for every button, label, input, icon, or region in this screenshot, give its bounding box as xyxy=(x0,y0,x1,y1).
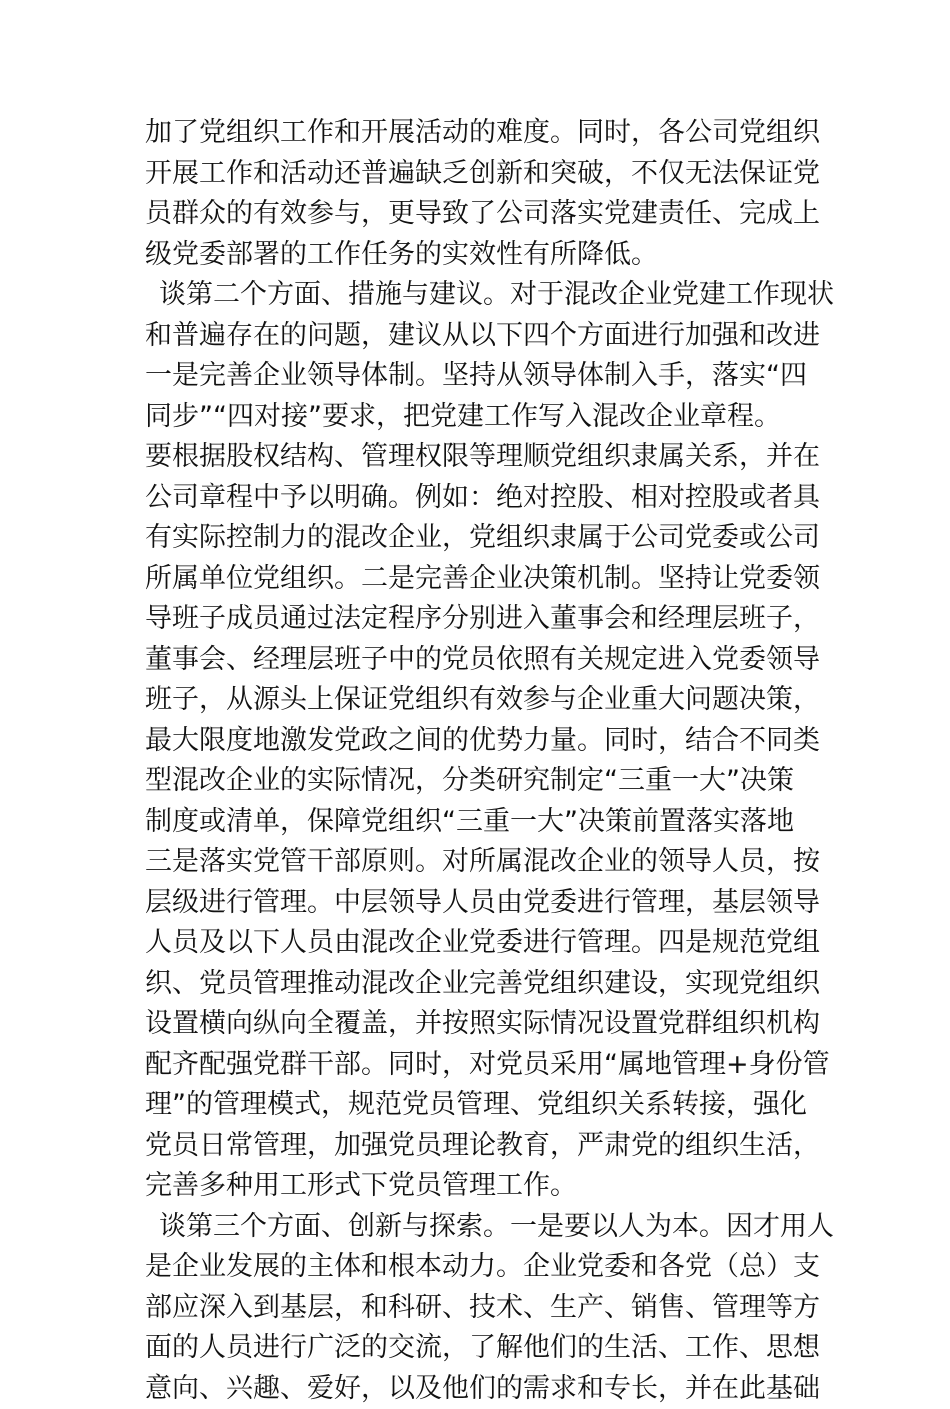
text-line: 三是落实党管干部原则。对所属混改企业的领导人员，按 xyxy=(145,842,815,883)
text-line: 理”的管理模式，规范党员管理、党组织关系转接，强化 xyxy=(145,1085,815,1126)
text-line: 级党委部署的工作任务的实效性有所降低。 xyxy=(145,235,815,276)
text-line: 层级进行管理。中层领导人员由党委进行管理，基层领导 xyxy=(145,883,815,924)
paragraph-start-line: 谈第二个方面、措施与建议。对于混改企业党建工作现状 xyxy=(145,275,815,316)
text-line: 董事会、经理层班子中的党员依照有关规定进入党委领导 xyxy=(145,640,815,681)
text-line: 人员及以下人员由混改企业党委进行管理。四是规范党组 xyxy=(145,923,815,964)
text-line: 党员日常管理，加强党员理论教育，严肃党的组织生活， xyxy=(145,1126,815,1167)
text-line: 一是完善企业领导体制。坚持从领导体制入手，落实“四 xyxy=(145,356,815,397)
text-line: 织、党员管理推动混改企业完善党组织建设，实现党组织 xyxy=(145,964,815,1005)
text-line: 有实际控制力的混改企业，党组织隶属于公司党委或公司 xyxy=(145,518,815,559)
text-line: 部应深入到基层，和科研、技术、生产、销售、管理等方 xyxy=(145,1288,815,1329)
text-line: 公司章程中予以明确。例如：绝对控股、相对控股或者具 xyxy=(145,478,815,519)
text-line: 型混改企业的实际情况，分类研究制定“三重一大”决策 xyxy=(145,761,815,802)
text-line: 配齐配强党群干部。同时，对党员采用“属地管理+身份管 xyxy=(145,1045,815,1086)
text-line: 是企业发展的主体和根本动力。企业党委和各党（总）支 xyxy=(145,1247,815,1288)
body-text xyxy=(145,113,815,1409)
text-line: 制度或清单，保障党组织“三重一大”决策前置落实落地 xyxy=(145,802,815,843)
text-line: 完善多种用工形式下党员管理工作。 xyxy=(145,1166,815,1207)
text-line: 班子，从源头上保证党组织有效参与企业重大问题决策， xyxy=(145,680,815,721)
paragraph-start-line: 谈第三个方面、创新与探索。一是要以人为本。因才用人 xyxy=(145,1207,815,1248)
text-line: 开展工作和活动还普遍缺乏创新和突破，不仅无法保证党 xyxy=(145,154,815,195)
text-line: 要根据股权结构、管理权限等理顺党组织隶属关系，并在 xyxy=(145,437,815,478)
text-line: 所属单位党组织。二是完善企业决策机制。坚持让党委领 xyxy=(145,559,815,600)
text-line: 意向、兴趣、爱好，以及他们的需求和专长，并在此基础 xyxy=(145,1369,815,1409)
text-line: 设置横向纵向全覆盖，并按照实际情况设置党群组织机构 xyxy=(145,1004,815,1045)
text-line: 面的人员进行广泛的交流，了解他们的生活、工作、思想 xyxy=(145,1328,815,1369)
text-line: 和普遍存在的问题，建议从以下四个方面进行加强和改进 xyxy=(145,316,815,357)
text-line: 导班子成员通过法定程序分别进入董事会和经理层班子， xyxy=(145,599,815,640)
text-line: 同步”“四对接”要求，把党建工作写入混改企业章程。 xyxy=(145,397,815,438)
text-line: 最大限度地激发党政之间的优势力量。同时，结合不同类 xyxy=(145,721,815,762)
text-line: 员群众的有效参与，更导致了公司落实党建责任、完成上 xyxy=(145,194,815,235)
text-line: 加了党组织工作和开展活动的难度。同时，各公司党组织 xyxy=(145,113,815,154)
